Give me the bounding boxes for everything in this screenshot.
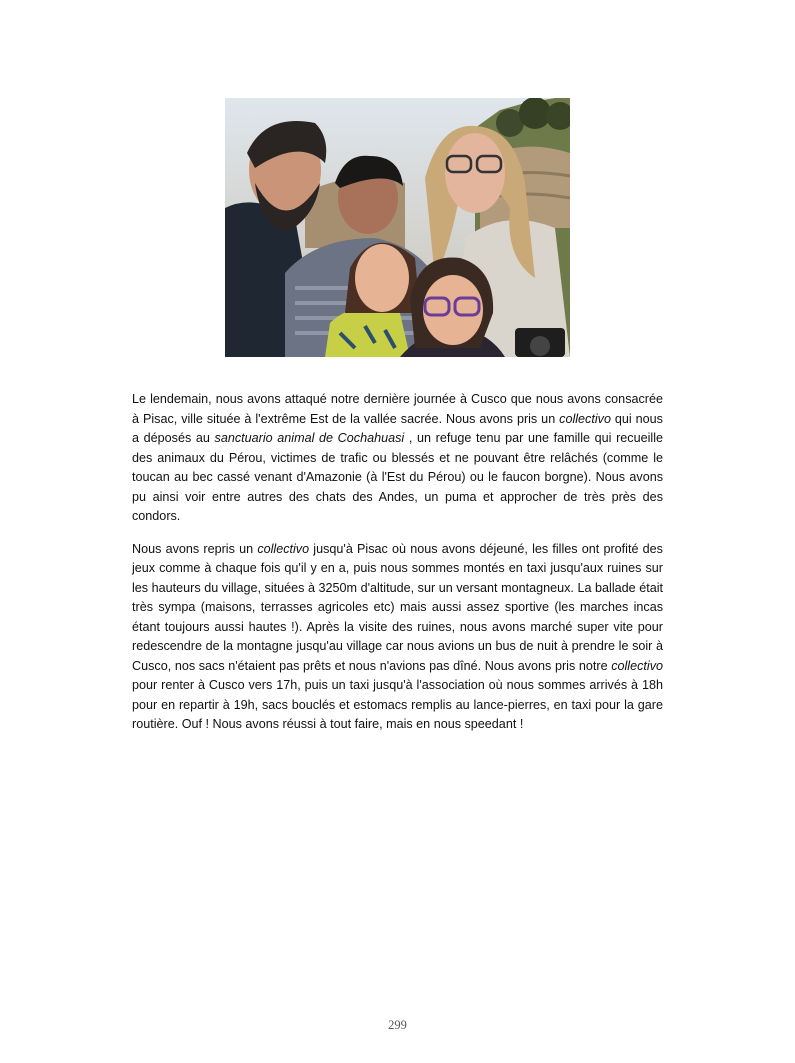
italic-run: sanctuario animal de Cochahuasi [214,431,405,445]
italic-run: collectivo [611,658,663,673]
text-run: , un refuge tenu par une famille qui recueille des animaux du Pérou, victimes de trafic ou blessés et ne pouvant être relâchés (comme le toucan au bec cassé venant d'Amazonie (à l'Est du Pérou) ou le faucon borgne). Nous avons pu ainsi voir entre autres des chats des Andes, un puma et approcher de très près des condors. [132,431,663,523]
italic-run: collectivo [257,541,310,556]
paragraph [132,390,663,527]
italic-run: collectivo [559,411,611,426]
text-run: qui nous a déposés au [132,411,663,445]
text-run: Le lendemain, nous avons attaqué notre dernière journée à Cusco que nous avons consacrée à Pisac, ville située à l'extrême Est de la vallée sacrée. Nous avons pris un [132,392,663,426]
page-number: 299 [388,1018,407,1032]
text-run: jusqu'à Pisac où nous avons déjeuné, les filles ont profité des jeux comme à chaque fois qu'il y en a, puis nous sommes montés en taxi jusqu'aux ruines sur les hauteurs du village, situées à 3250m d'altitude, sur un versant montagneux. La ballade était très sympa (maisons, terrasses agricoles etc) mais aussi assez sportive (les marches incas étant toujours aussi hautes !). Après la visite des ruines, nous avons marché super vite pour redescendre de la montagne jusqu'au village car nous avions un bus de nuit à prendre le soir à Cusco, nos sacs n'étaient pas prêts et nous n'avions pas dîné. Nous avons pris notre [132,541,663,673]
text-run: pour renter à Cusco vers 17h, puis un taxi jusqu'à l'association où nous sommes arrivés à 18h pour en repartir à 19h, sacs bouclés et estomacs remplis au lance-pierres, en taxi pour la gare routière. Ouf ! Nous avons réussi à tout faire, mais en nous speedant ! [132,678,663,731]
family-photo [225,98,570,357]
text-run: Nous avons repris un [132,541,258,556]
article-text [132,390,663,748]
paragraph [132,540,663,735]
